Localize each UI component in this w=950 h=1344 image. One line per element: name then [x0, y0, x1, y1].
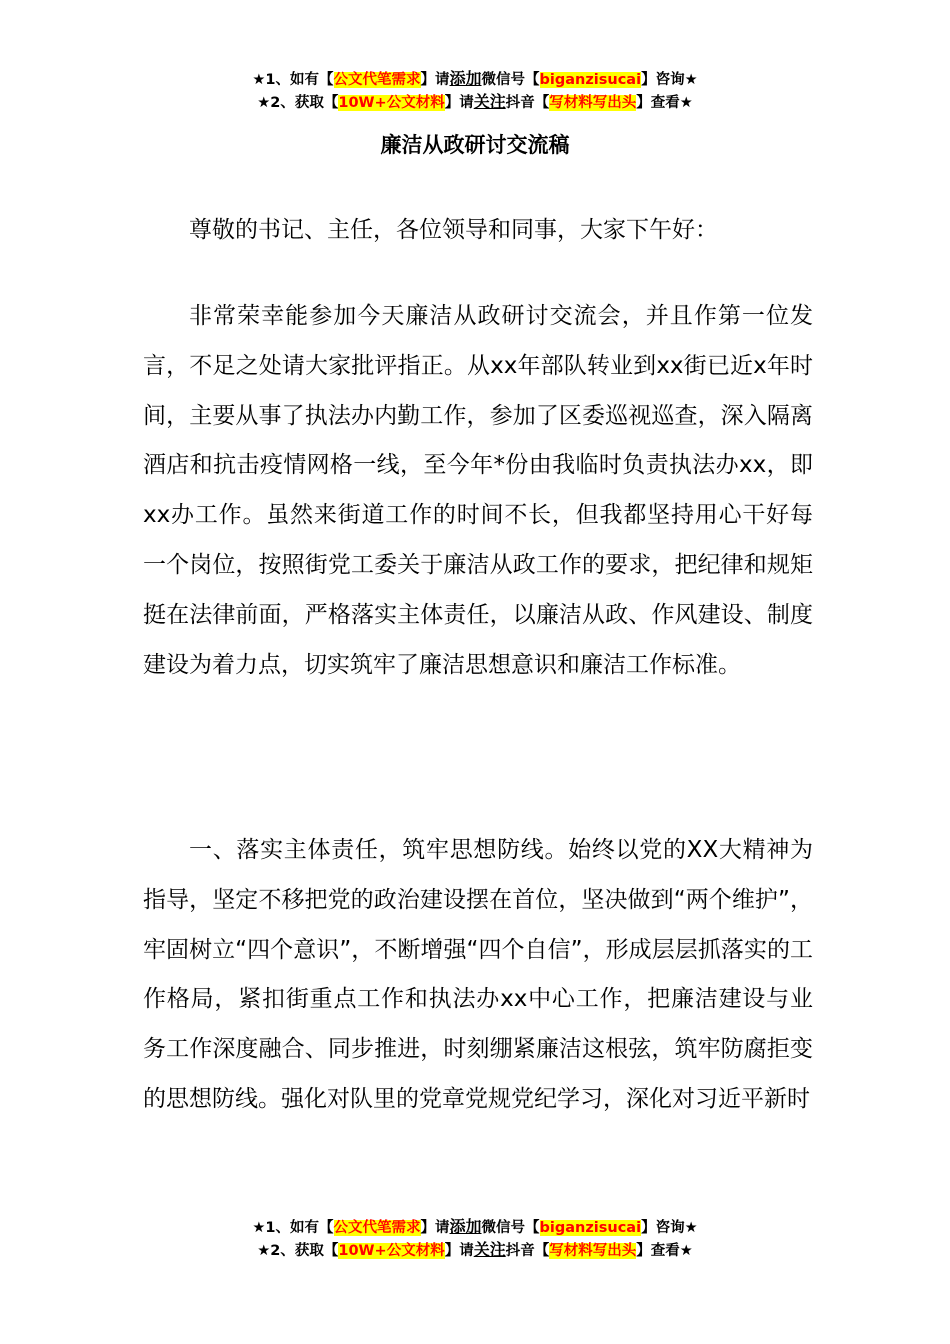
highlight-materials: 10W+公文材料 [338, 95, 445, 111]
highlight-wechat-id: biganzisucai [539, 1220, 642, 1236]
top-promo-banner [0, 68, 950, 114]
highlight-douyin: 写材料写出头 [549, 1243, 637, 1259]
underlined-follow: 关注 [473, 1240, 506, 1259]
underlined-add: 添加 [449, 1217, 482, 1236]
greeting-paragraph: 尊敬的书记、主任，各位领导和同事，大家下午好： [189, 217, 718, 243]
underlined-add: 添加 [449, 69, 482, 88]
bottom-promo-banner [0, 1216, 950, 1262]
underlined-follow: 关注 [473, 92, 506, 111]
highlight-service: 公文代笔需求 [333, 1220, 421, 1236]
promo-line-1: ★1、如有【公文代笔需求】请添加微信号【biganzisucai】咨询★ [252, 1217, 698, 1236]
promo-line-2: ★2、获取【10W+公文材料】请关注抖音【写材料写出头】查看★ [257, 92, 693, 111]
highlight-materials: 10W+公文材料 [338, 1243, 445, 1259]
promo-line-1: ★1、如有【公文代笔需求】请添加微信号【biganzisucai】咨询★ [252, 69, 698, 88]
document-title: 廉洁从政研讨交流稿 [380, 133, 570, 157]
highlight-service: 公文代笔需求 [333, 72, 421, 88]
body-paragraph-2: 一、落实主体责任，筑牢思想防线。始终以党的XX大精神为指导，坚定不移把党的政治建设摆在首位，坚决做到“两个维护”，牢固树立“四个意识”，不断增强“四个自信”，形成层层抓落实的工作格局，紧扣街重点工作和执法办xx中心工作，把廉洁建设与业务工作深度融合、同步推进，时刻绷紧廉洁这根弦，筑牢防腐拒变的思想防线。强化对队里的党章党规党纪学习，深化对习近平新时 [143, 837, 813, 1112]
body-paragraph-1: 非常荣幸能参加今天廉洁从政研讨交流会，并且作第一位发言，不足之处请大家批评指正。从xx年部队转业到xx街已近x年时间，主要从事了执法办内勤工作，参加了区委巡视巡查，深入隔离酒店和抗击疫情网格一线，至今年*份由我临时负责执法办xx，即xx办工作。虽然来街道工作的时间不长，但我都坚持用心干好每一个岗位，按照街党工委关于廉洁从政工作的要求，把纪律和规矩挺在法律前面，严格落实主体责任，以廉洁从政、作风建设、制度建设为着力点，切实筑牢了廉洁思想意识和廉洁工作标准。 [143, 303, 813, 678]
highlight-wechat-id: biganzisucai [539, 72, 642, 88]
promo-line-2: ★2、获取【10W+公文材料】请关注抖音【写材料写出头】查看★ [257, 1240, 693, 1259]
highlight-douyin: 写材料写出头 [549, 95, 637, 111]
